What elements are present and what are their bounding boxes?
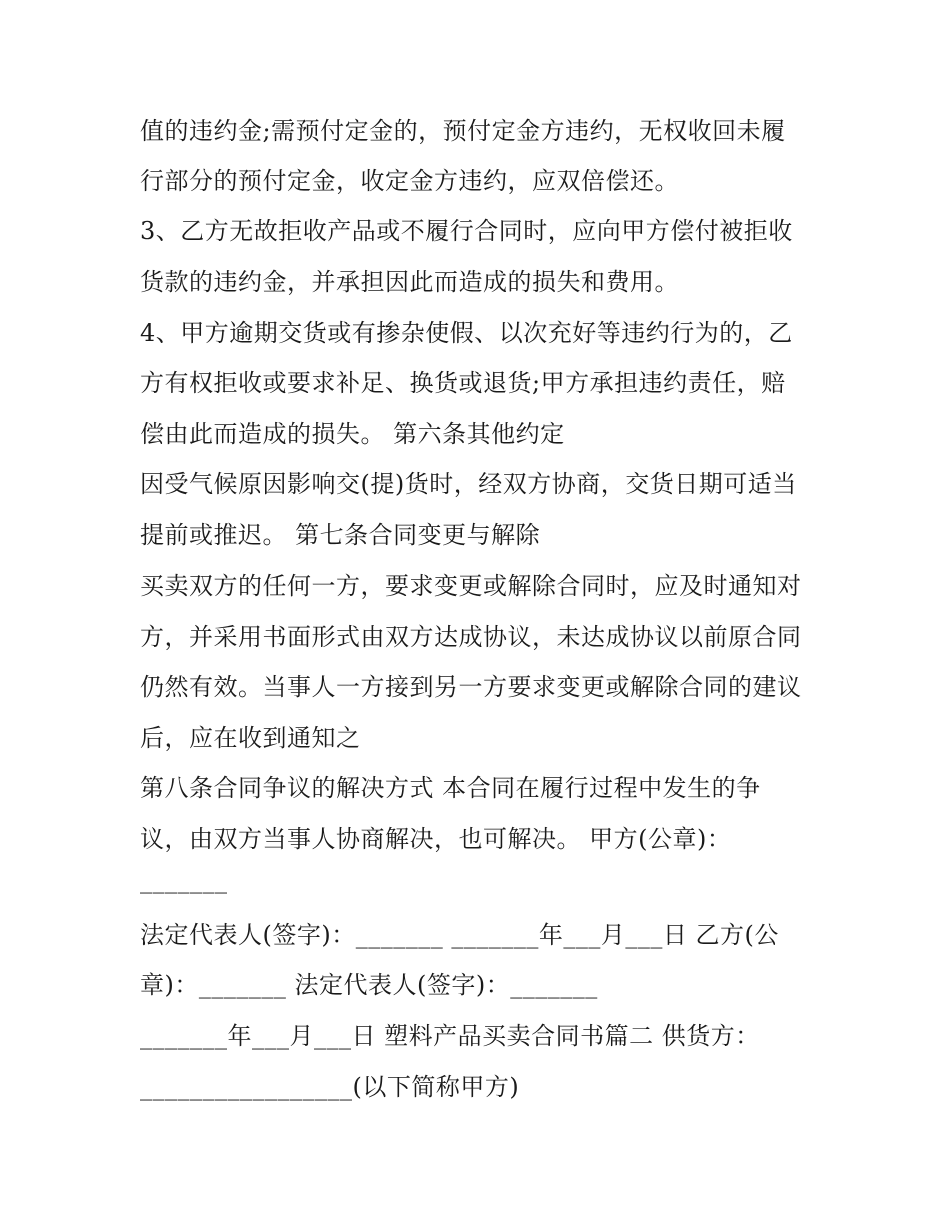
text-line-15: 议，由双方当事人协商解决，也可解决。 甲方(公章)： — [140, 825, 732, 853]
text-line-8: 因受气候原因影响交(提)货时，经双方协商，交货日期可适当 — [140, 470, 797, 498]
text-line-14: 第八条合同争议的解决方式 本合同在履行过程中发生的争 — [140, 774, 761, 802]
text-line-1: 值的违约金;需预付定金的，预付定金方违约，无权收回未履 — [140, 117, 786, 145]
signature-blank: _______ — [140, 866, 228, 894]
text-line-5: 4、甲方逾期交货或有掺杂使假、以次充好等违约行为的，乙 — [140, 319, 793, 347]
text-line-7: 偿由此而造成的损失。 第六条其他约定 — [140, 420, 565, 448]
text-line-3: 3、乙方无故拒收产品或不履行合同时，应向甲方偿付被拒收 — [140, 217, 793, 245]
text-line-11: 方，并采用书面形式由双方达成协议，未达成协议以前原合同 — [140, 623, 802, 651]
text-line-19: _______年___月___日 塑料产品买卖合同书篇二 供货方： — [140, 1022, 760, 1050]
text-line-9: 提前或推迟。 第七条合同变更与解除 — [140, 521, 541, 549]
text-line-10: 买卖双方的任何一方，要求变更或解除合同时，应及时通知对 — [140, 572, 802, 600]
text-line-17: 法定代表人(签字)：_______ _______年___月___日 乙方(公 — [140, 921, 779, 949]
text-line-2: 行部分的预付定金，收定金方违约，应双倍偿还。 — [140, 167, 679, 195]
text-line-12: 仍然有效。当事人一方接到另一方要求变更或解除合同的建议 — [140, 673, 802, 701]
text-line-18: 章)：_______ 法定代表人(签字)：_______ — [140, 971, 598, 999]
text-line-4: 货款的违约金，并承担因此而造成的损失和费用。 — [140, 268, 679, 296]
text-line-6: 方有权拒收或要求补足、换货或退货;甲方承担违约责任，赔 — [140, 369, 786, 397]
text-line-13: 后，应在收到通知之 — [140, 724, 361, 752]
text-line-20: _________________(以下简称甲方) — [140, 1073, 520, 1101]
